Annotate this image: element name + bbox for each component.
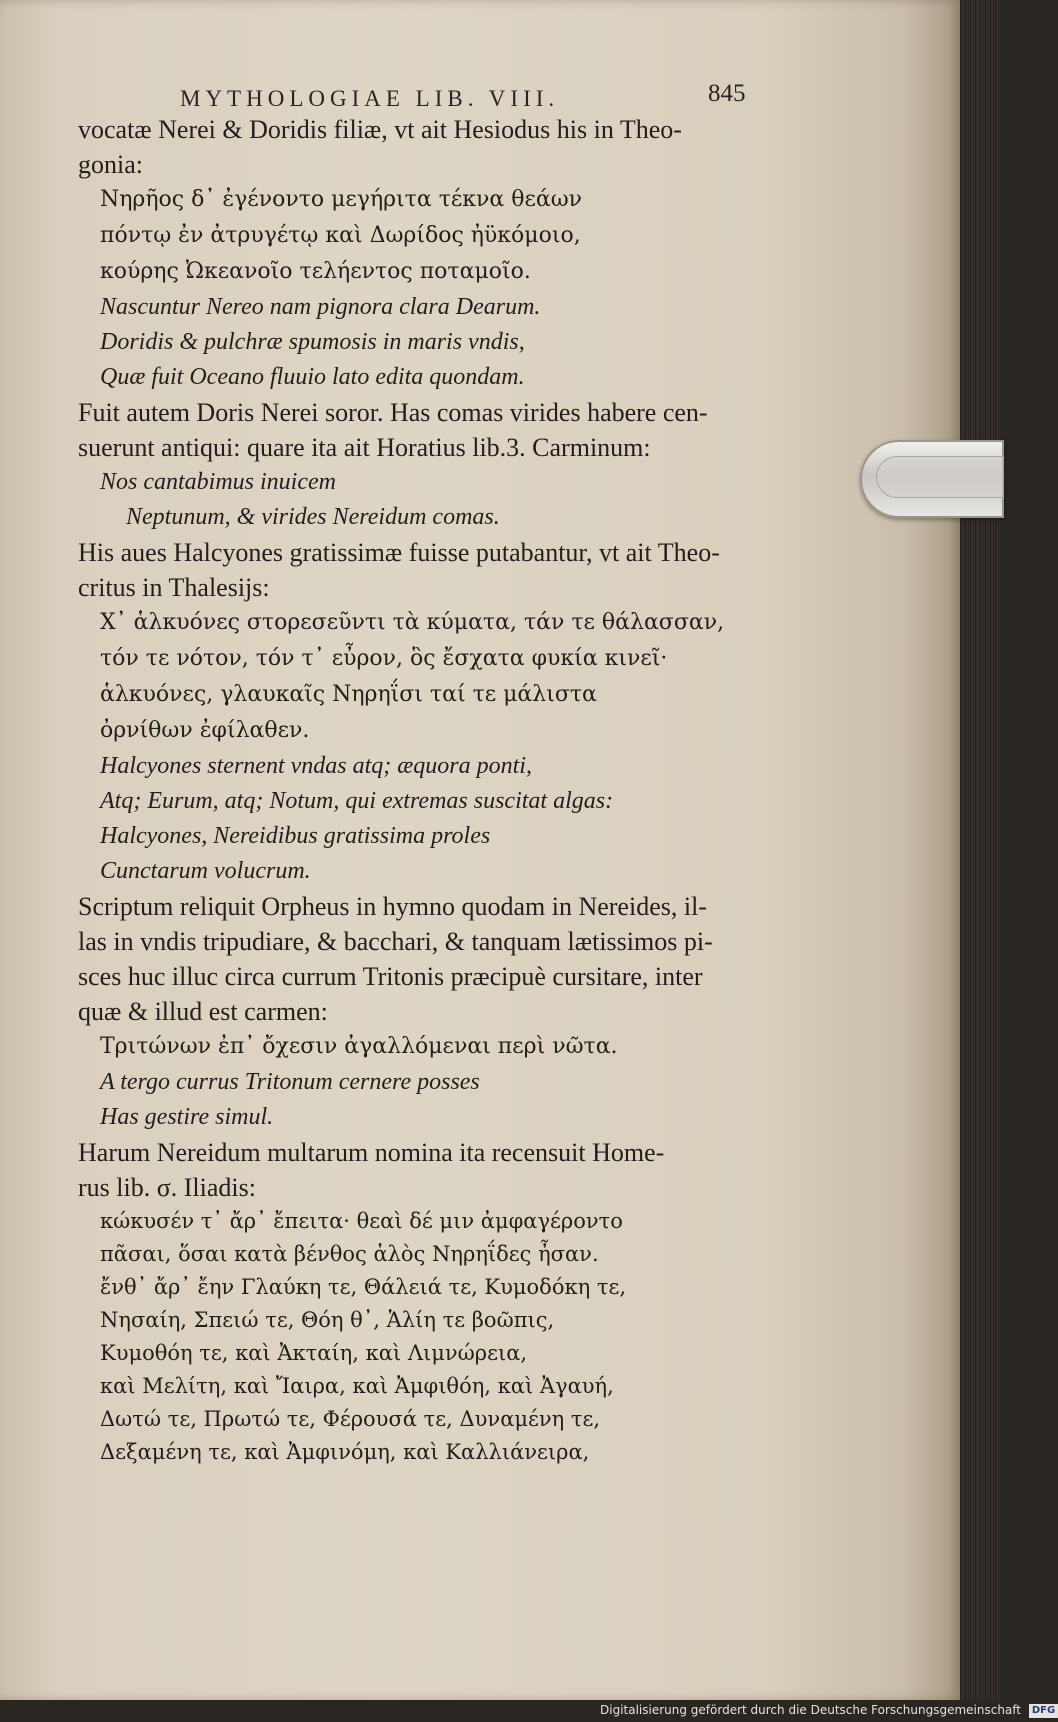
prose-line: gonia:: [78, 150, 143, 179]
prose-line: rus lib. σ. Iliadis:: [78, 1173, 256, 1202]
credit-text: Digitalisierung gefördert durch die Deutsche Forschungsgemeinschaft: [600, 1703, 1022, 1717]
latin-verse-line: A tergo currus Tritonum cernere posses: [100, 1069, 480, 1095]
latin-verse-line: Quæ fuit Oceano fluuio lato edita quondam.: [100, 364, 525, 390]
page-number: 845: [708, 80, 746, 107]
latin-verse-line: Neptunum, & virides Nereidum comas.: [126, 504, 500, 530]
greek-verse-line: Νηρῆος δ᾽ ἐγένοντο μεγήριτα τέκνα θεάων: [100, 187, 583, 212]
dfg-logo: DFG: [1029, 1704, 1058, 1718]
prose-line: vocatæ Nerei & Doridis filiæ, vt ait Hesiodus his in Theo-: [78, 115, 682, 144]
book-clip-inner: [876, 456, 1004, 498]
greek-verse-line: κούρης Ὠκεανοῖο τελήεντος ποταμοῖο.: [100, 259, 531, 284]
greek-verse-line: Νησαίη, Σπειώ τε, Θόη θ᾽, Ἁλίη τε βοῶπις,: [100, 1308, 555, 1332]
latin-verse-line: Halcyones, Nereidibus gratissima proles: [100, 823, 491, 849]
latin-verse-line: Halcyones sternent vndas atq; æquora ponti,: [100, 753, 532, 779]
greek-verse-line: Δεξαμένη τε, καὶ Ἀμφινόμη, καὶ Καλλιάνειρα,: [100, 1440, 590, 1464]
greek-verse-line: πόντῳ ἐν ἀτρυγέτῳ καὶ Δωρίδος ἠϋκόμοιο,: [100, 223, 581, 248]
latin-verse-line: Cunctarum volucrum.: [100, 858, 311, 884]
page-text: [78, 112, 760, 1469]
prose-line: quæ & illud est carmen:: [78, 997, 328, 1026]
latin-verse-line: Has gestire simul.: [100, 1104, 274, 1130]
latin-verse-line: Doridis & pulchræ spumosis in maris vndis,: [100, 329, 525, 355]
prose-line: Fuit autem Doris Nerei soror. Has comas virides habere cen-: [78, 398, 708, 427]
greek-verse-line: Κυμοθόη τε, καὶ Ἀκταίη, καὶ Λιμνώρεια,: [100, 1341, 528, 1365]
latin-verse-line: Nos cantabimus inuicem: [100, 469, 336, 495]
greek-verse-line: ἁλκυόνες, γλαυκαῖς Νηρηΐσι ταί τε μάλιστα: [100, 682, 597, 707]
greek-verse-line: πᾶσαι, ὅσαι κατὰ βένθος ἁλὸς Νηρηΐδες ἦσαν.: [100, 1242, 599, 1266]
book-clip: [860, 440, 1004, 518]
prose-line: His aues Halcyones gratissimæ fuisse putabantur, vt ait Theo-: [78, 538, 720, 567]
greek-verse-line: ὀρνίθων ἐφίλαθεν.: [100, 718, 310, 743]
prose-line: las in vndis tripudiare, & bacchari, & tanquam lætissimos pi-: [78, 927, 713, 956]
greek-verse-line: Δωτώ τε, Πρωτώ τε, Φέρουσά τε, Δυναμένη τε,: [100, 1407, 601, 1431]
greek-verse-line: τόν τε νότον, τόν τ᾽ εὖρον, ὃς ἔσχατα φυκία κινεῖ·: [100, 646, 668, 671]
greek-verse-line: Χ᾽ ἁλκυόνες στορεσεῦντι τὰ κύματα, τάν τε θάλασσαν,: [100, 610, 725, 635]
greek-verse-line: κώκυσέν τ᾽ ἄρ᾽ ἔπειτα· θεαὶ δέ μιν ἀμφαγέροντο: [100, 1209, 623, 1233]
digitization-credit: [600, 1703, 1056, 1719]
greek-verse-line: καὶ Μελίτη, καὶ Ἴαιρα, καὶ Ἀμφιθόη, καὶ Ἀγαυή,: [100, 1374, 614, 1398]
prose-line: Harum Nereidum multarum nomina ita recensuit Home-: [78, 1138, 665, 1167]
prose-line: Scriptum reliquit Orpheus in hymno quodam in Nereides, il-: [78, 892, 707, 921]
latin-verse-line: Atq; Eurum, atq; Notum, qui extremas suscitat algas:: [100, 788, 614, 814]
latin-verse-line: Nascuntur Nereo nam pignora clara Dearum.: [100, 294, 541, 320]
prose-line: critus in Thalesijs:: [78, 573, 270, 602]
prose-line: sces huc illuc circa currum Tritonis præcipuè cursitare, inter: [78, 962, 703, 991]
greek-verse-line: Τριτώνων ἐπ᾽ ὄχεσιν ἀγαλλόμεναι περὶ νῶτα.: [100, 1034, 618, 1059]
greek-verse-line: ἔνθ᾽ ἄρ᾽ ἔην Γλαύκη τε, Θάλειά τε, Κυμοδόκη τε,: [100, 1275, 627, 1299]
book-fore-edge: [960, 0, 1000, 1700]
running-head: MYTHOLOGIAE LIB. VIII.: [180, 86, 560, 111]
prose-line: suerunt antiqui: quare ita ait Horatius lib.3. Carminum:: [78, 433, 651, 462]
